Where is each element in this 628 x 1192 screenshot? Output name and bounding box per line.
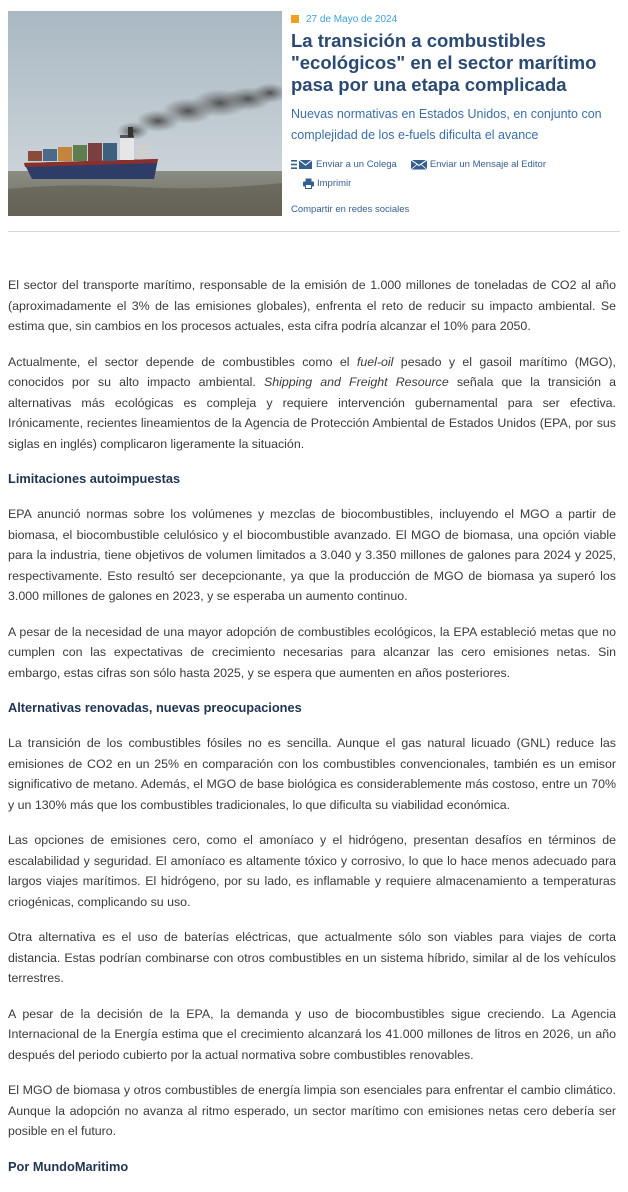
article-date: 27 de Mayo de 2024 (306, 13, 398, 25)
send-to-editor-link[interactable] (411, 158, 546, 171)
paragraph-2-text-b: pesado y el gasoil marítimo (MGO), conocidos por su alto impacto ambiental. (8, 354, 616, 389)
share-social-link[interactable]: Compartir en redes sociales (291, 204, 410, 215)
article-actions (291, 158, 620, 190)
paragraph-6: Las opciones de emisiones cero, como el amoníaco y el hidrógeno, presentan desafíos en términos de escalabilidad y seguridad. El amoníaco es altamente tóxico y corrosivo, lo que lo hace menos adecuado para largos viajes marítimos. El hidrógeno, por su lado, es inflamable y requiere almacenamiento a temperaturas criogénicas, complicando su uso. (8, 833, 616, 909)
article-body (8, 275, 616, 1177)
paragraph-4: A pesar de la necesidad de una mayor adopción de combustibles ecológicos, la EPA estableció metas que no cumplen con las expectativas de crecimiento necesarias para alcanzar las cero emisiones netas. Sin embargo, estas cifras son sólo hasta 2025, y se espera que aumenten en años posteriores. (8, 624, 616, 680)
print-link[interactable] (303, 177, 351, 190)
list-mail-icon (291, 159, 313, 170)
paragraph-2-italic-source: Shipping and Freight Resource (263, 375, 449, 389)
send-to-editor-label: Enviar un Mensaje al Editor (429, 159, 546, 170)
paragraph-2 (8, 352, 616, 455)
paragraph-1: El sector del transporte marítimo, responsable de la emisión de 1.000 millones de toneladas de CO2 al año (aproximadamente el 3% de las emisiones globales), enfrenta el reto de reducir su impacto ambiental. Se estima que, sin cambios en los procesos actuales, esta cifra podría alcanzar el 10% para 2050. (8, 278, 616, 333)
section-heading-limitaciones: Limitaciones autoimpuestas (8, 471, 181, 486)
paragraph-7: Otra alternativa es el uso de baterías eléctricas, que actualmente sólo son viables para viajes de corta distancia. Estas podrían combinarse con otros combustibles en un sistema híbrido, similar al de los vehículos terrestres. (8, 930, 616, 985)
ship-illustration (8, 11, 282, 216)
paragraph-2-italic-fuel-oil: fuel-oil (356, 354, 394, 369)
article-meta (291, 11, 620, 215)
date-bullet-icon (291, 15, 299, 23)
paragraph-9: El MGO de biomasa y otros combustibles de energía limpia son esenciales para enfrentar el cambio climático. Aunque la adopción no avanza al ritmo esperado, un sector marítimo con emisiones netas cero debería ser posible en el futuro. (8, 1083, 616, 1138)
send-to-colleague-label: Enviar a un Colega (316, 159, 397, 170)
paragraph-2-text-c: señala que la transición a alternativas más ecológicas es compleja y requiere intervención gubernamental para ser efectiva. Irónicamente, recientes lineamientos de la Agencia de Protección Ambiental de Estados Unidos (EPA, por sus siglas en inglés) complicaron ligeramente la situación. (8, 375, 616, 451)
paragraph-5: La transición de los combustibles fósiles no es sencilla. Aunque el gas natural licuado (GNL) reduce las emisiones de CO2 en un 25% en comparación con los combustibles convencionales, también es un emisor significativo de metano. Además, el MGO de base biológica es considerablemente más costoso, entre un 70% y un 130% más que los combustibles tradicionales, lo que dificulta su viabilidad económica. (8, 736, 616, 812)
paragraph-8: A pesar de la decisión de la EPA, la demanda y uso de biocombustibles sigue creciendo. La Agencia Internacional de la Energía estima que el crecimiento alcanzará los 41.000 millones de litros en 2026, un año después del periodo cubierto por la actual normativa sobre combustibles renovables. (8, 1006, 616, 1062)
byline: Por MundoMaritimo (8, 1158, 129, 1174)
print-label: Imprimir (317, 178, 352, 189)
date-row (291, 11, 620, 27)
article-header (8, 11, 620, 221)
send-to-colleague-link[interactable] (291, 158, 397, 171)
section-heading-alternativas: Alternativas renovadas, nuevas preocupaciones (8, 700, 302, 715)
paragraph-2-text-a: Actualmente, el sector depende de combustibles como el (8, 354, 357, 369)
paragraph-3: EPA anunció normas sobre los volúmenes y mezclas de biocombustibles, incluyendo el MGO a partir de biomasa, el biocombustible celulósico y el biocombustible avanzado. El MGO de biomasa, una opción viable para la industria, tiene objetivos de volumen limitados a 3.040 y 3.350 millones de galones para 2024 y 2025, respectivamente. Esto resultó ser decepcionante, ya que la producción de MGO de biomasa ya superó los 3.000 millones de galones en 2023, y se esperaba un aumento continuo. (8, 507, 616, 603)
article-title: La transición a combustibles "ecológicos" en el sector marítimo pasa por una etapa complicada (291, 30, 597, 95)
envelope-icon (411, 159, 427, 170)
hero-image (8, 11, 282, 216)
printer-icon (303, 178, 314, 189)
article-subtitle: Nuevas normativas en Estados Unidos, en conjunto con complejidad de los e-fuels dificulta el avance (291, 107, 602, 142)
header-divider (8, 231, 620, 232)
